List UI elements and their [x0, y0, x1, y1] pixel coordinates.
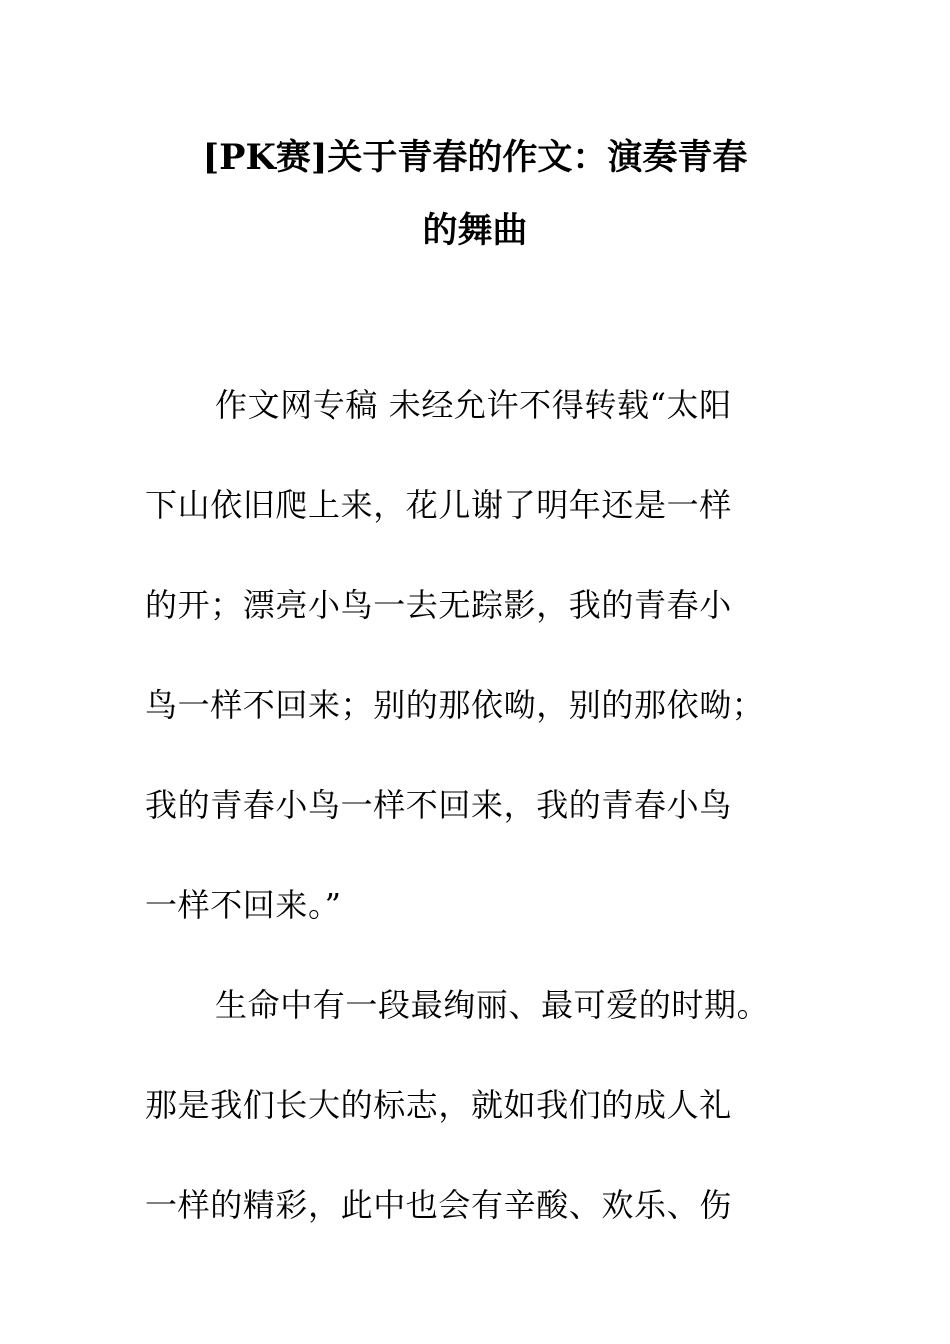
- paragraph-2-line-2: 那是我们长大的标志，就如我们的成人礼: [145, 1086, 732, 1124]
- paragraph-1-line-6: 一样不回来。”: [145, 886, 342, 924]
- paragraph-1-line-3: 的开；漂亮小鸟一去无踪影，我的青春小: [145, 586, 732, 624]
- paragraph-1-line-5: 我的青春小鸟一样不回来，我的青春小鸟: [145, 786, 732, 824]
- paragraph-2-line-3: 一样的精彩，此中也会有辛酸、欢乐、伤: [145, 1186, 732, 1224]
- document-title-line-2: 的舞曲: [422, 210, 528, 251]
- paragraph-1-line-4: 鸟一样不回来；别的那依呦，别的那依呦；: [145, 686, 765, 724]
- paragraph-1-line-1: 作文网专稿 未经允许不得转载“太阳: [215, 386, 732, 424]
- document-title-line-1: [PK赛]关于青春的作文：演奏青春: [202, 137, 748, 178]
- paragraph-2-line-1: 生命中有一段最绚丽、最可爱的时期。: [215, 986, 770, 1024]
- paragraph-1-line-2: 下山依旧爬上来，花儿谢了明年还是一样: [145, 486, 732, 524]
